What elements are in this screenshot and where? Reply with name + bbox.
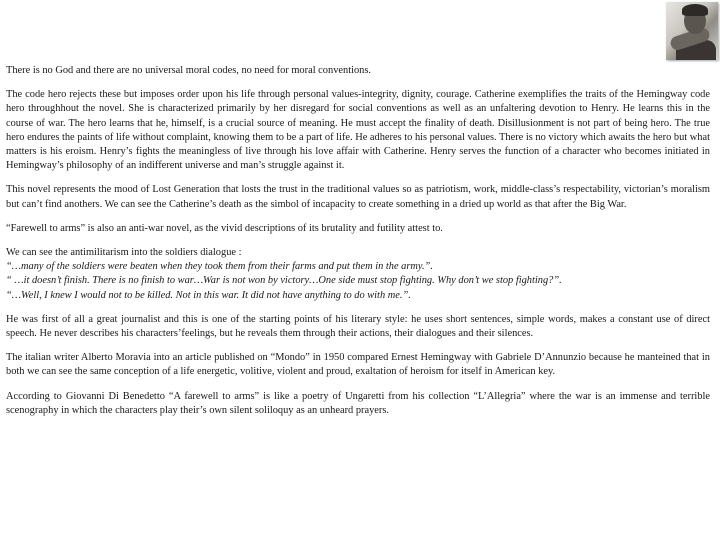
paragraph-3: This novel represents the mood of Lost Generation that losts the trust in the traditional values so as patriotism, work, middle-class’s respectability, victorian’s moralism but can’t find anothers. We can see the Catherine’s death as the simbol of incapacity to create something in a dried up world as that after the Big War. [6, 184, 710, 210]
paragraph-6: He was first of all a great journalist and this is one of the starting points of his literary style: he uses short sentences, simple words, makes a constant use of direct speech. He never describes his characters’feelings, but he reveals them through their actions, their dialogues and their silences. [6, 313, 710, 340]
paragraph-2: The code hero rejects these but imposes order upon his life through personal values-integrity, dignity, courage. Catherine exemplifies the traits of the Hemingway code hero throughhout the novel. She is characterized primarily by her disregard for social conventions as well as an unfaltering devotion to Henry. He learns this in the course of war. The hero learns that he, himself, is a crucial source of meaning. He must accept the finality of death. Disillusionment is not part of being hero. The true hero endures the paints of life without complaint, knowing them to be a part of life. He adheres to his personal values. There is no victory which awaits the hero but what matters is his eroism. Henry’s fights the meaningless of live through his love affair with Catherine. Henry serves the function of a character who becomes initiated in Hemingway’s philosophy of an indifferent universe and man’s struggle against it. [6, 89, 710, 172]
paragraph-7: The italian writer Alberto Moravia into an article published on “Mondo” in 1950 compared Ernest Hemingway with Gabriele D’Annunzio because he manteined that in both we can see the same conception of a life energetic, volitive, violent and proud, exaltation of heroism for itself in American key. [6, 352, 710, 378]
paragraph-4: “Farewell to arms” is also an anti-war novel, as the vivid descriptions of its brutality and futility attest to. [6, 222, 443, 234]
paragraph-8: According to Giovanni Di Benedetto “A farewell to arms” is like a poetry of Ungaretti from his collection “L’Allegria” where the war is an immense and terrible scenography in which the characters play their’s own silent soliloquy as an unheard prayers. [6, 390, 710, 416]
dialogue-quote-1: “…many of the soldiers were beaten when they took them from their farms and put them in the army.”. [6, 261, 433, 273]
photo-figure-hair [682, 4, 708, 16]
paragraph-1: There is no God and there are no universal moral codes, no need for moral conventions. [6, 65, 371, 76]
dialogue-quote-3: “…Well, I knew I would not to be killed. Not in this war. It did not have anything to do with me.”. [6, 289, 411, 301]
paragraph-5 [6, 246, 710, 303]
dialogue-intro: We can see the antimilitarism into the soldiers dialogue : [6, 247, 242, 259]
author-photo [666, 2, 718, 60]
dialogue-quote-2: “ …it doesn’t finish. There is no finish to war…War is not won by victory…One side must stop fighting. Why don’t we stop fighting?”. [6, 275, 562, 287]
document-body [6, 64, 710, 428]
